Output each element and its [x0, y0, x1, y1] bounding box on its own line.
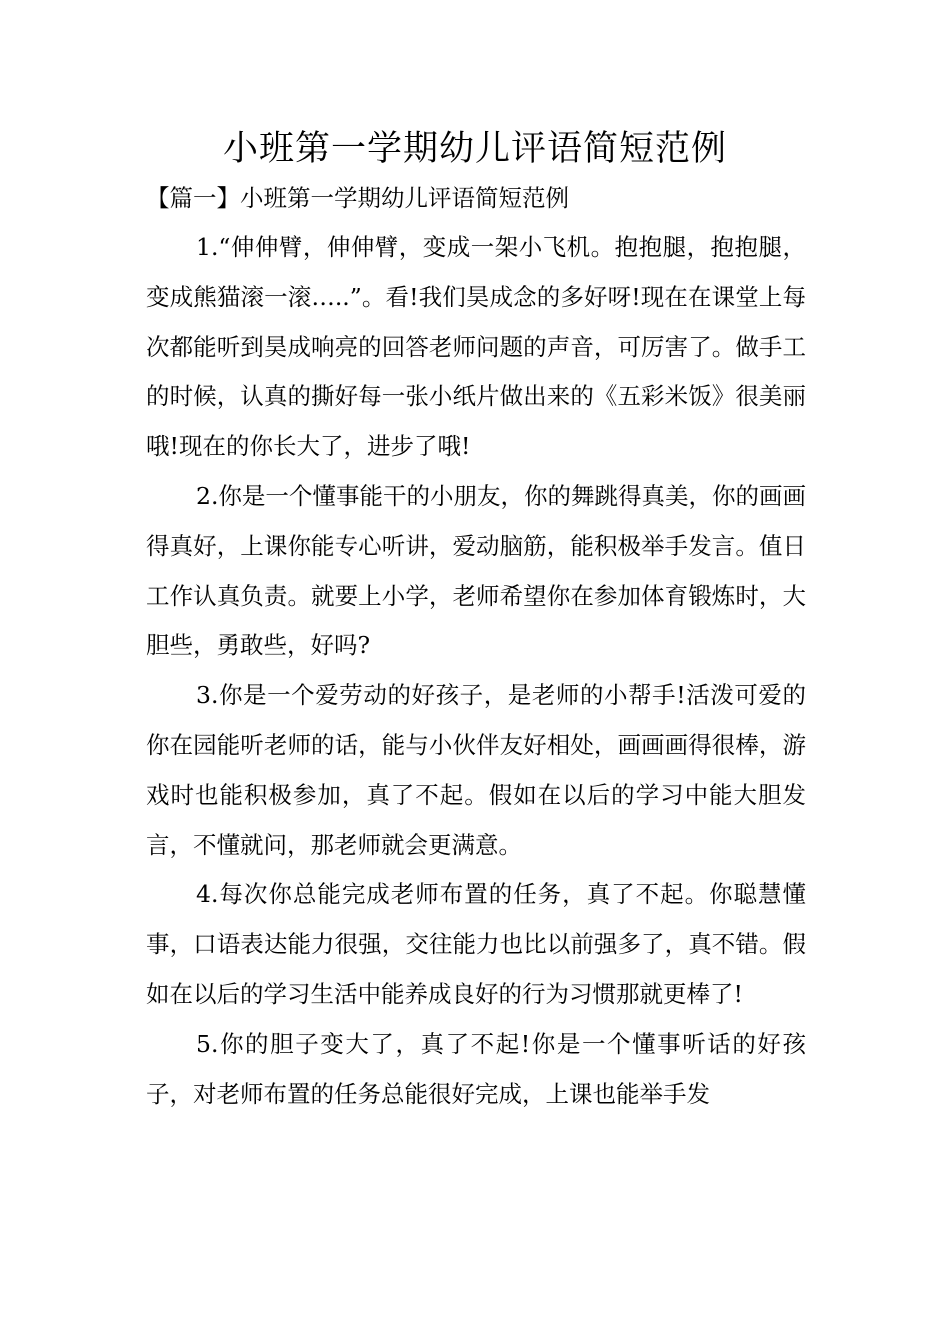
comment-paragraph-3: 3.你是一个爱劳动的好孩子，是老师的小帮手!活泼可爱的你在园能听老师的话，能与小伙伴友好相处，画画画得很棒，游戏时也能积极参加，真了不起。假如在以后的学习中能大胆发言，不懂就问，那老师就会更满意。 [146, 681, 806, 859]
document-body [146, 223, 806, 1119]
comment-paragraph-4: 4.每次你总能完成老师布置的任务，真了不起。你聪慧懂事，口语表达能力很强，交往能力也比以前强多了，真不错。假如在以后的学习生活中能养成良好的行为习惯那就更棒了! [146, 880, 806, 1008]
comment-paragraph-5: 5.你的胆子变大了，真了不起!你是一个懂事听话的好孩子，对老师布置的任务总能很好完成，上课也能举手发 [146, 1029, 806, 1108]
comment-paragraph-2: 2.你是一个懂事能干的小朋友，你的舞跳得真美，你的画画得真好，上课你能专心听讲，爱动脑筋，能积极举手发言。值日工作认真负责。就要上小学，老师希望你在参加体育锻炼时，大胆些，勇敢些，好吗? [146, 481, 806, 660]
document-title: 小班第一学期幼儿评语简短范例 [222, 129, 727, 169]
comment-paragraph-1: 1.“伸伸臂，伸伸臂，变成一架小飞机。抱抱腿，抱抱腿，变成熊猫滚一滚…..”。看!我们昊成念的多好呀!现在在课堂上每次都能听到昊成响亮的回答老师问题的声音，可厉害了。做手工的时候，认真的撕好每一张小纸片做出来的《五彩米饭》很美丽哦!现在的你长大了，进步了哦! [146, 233, 806, 461]
section-heading: 【篇一】小班第一学期幼儿评语简短范例 [146, 184, 569, 212]
